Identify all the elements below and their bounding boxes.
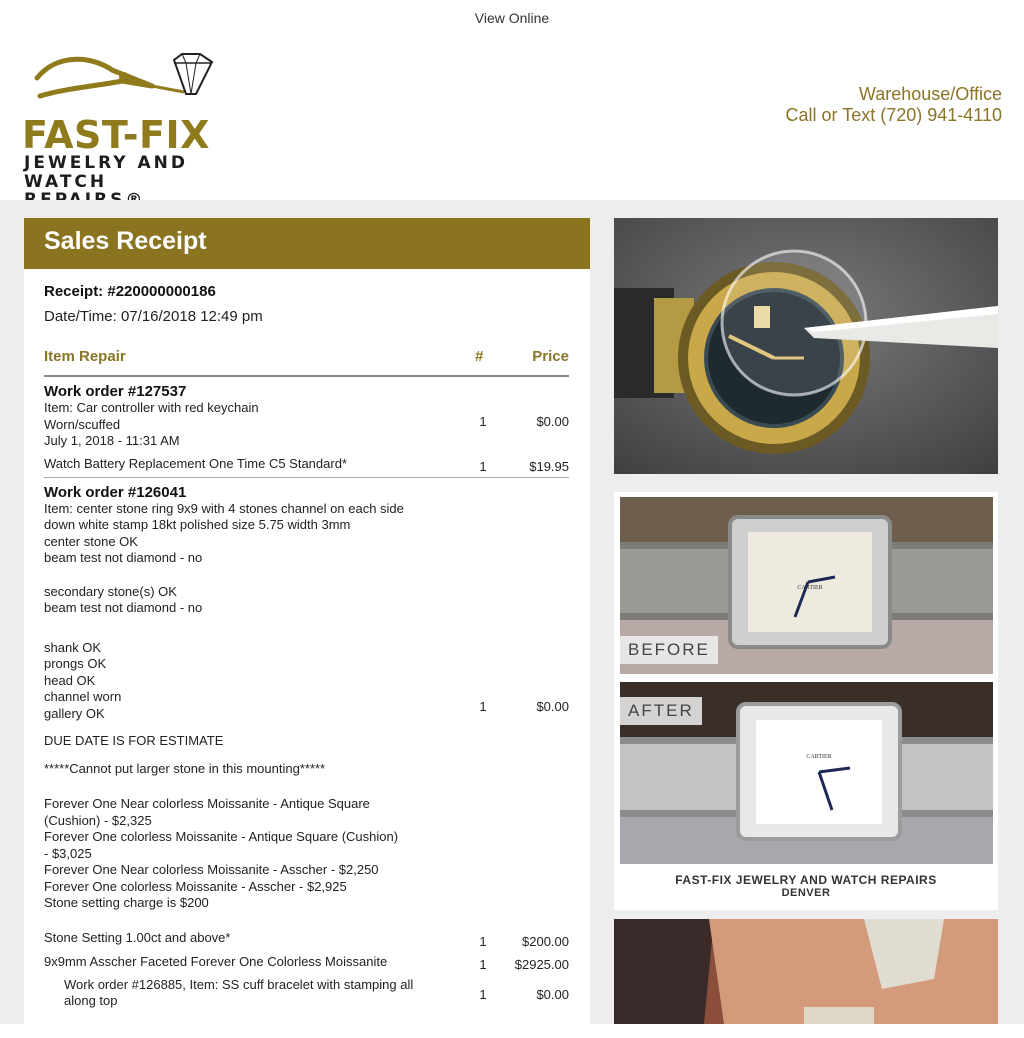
due-date-note: DUE DATE IS FOR ESTIMATE <box>44 733 224 748</box>
stone-option: Forever One Near colorless Moissanite - Antique Square <box>44 796 370 811</box>
watch-crystal-image <box>614 218 998 474</box>
work-order-detail: shank OK <box>44 639 102 655</box>
bracelet-photo[interactable] <box>614 919 998 1024</box>
stone-option: Forever One colorless Moissanite - Asscher - $2,925 <box>44 878 347 894</box>
service-line <box>44 456 569 473</box>
before-label: BEFORE <box>620 636 718 664</box>
pliers-diamond-icon <box>32 48 222 110</box>
stone-option: - $3,025 <box>44 845 92 861</box>
email-header <box>0 0 1024 200</box>
column-qty: # <box>475 348 484 365</box>
line-qty: 1 <box>479 956 487 972</box>
work-order-line <box>44 501 569 723</box>
mounting-warning: *****Cannot put larger stone in this mounting***** <box>44 760 326 776</box>
service-name: Stone Setting 1.00ct and above* <box>44 929 231 945</box>
receipt-title: Sales Receipt <box>24 218 590 269</box>
contact-phone[interactable]: Call or Text (720) 941-4110 <box>785 105 1002 125</box>
gallery-caption <box>614 864 998 910</box>
work-order-detail: Worn/scuffed <box>44 416 121 432</box>
line-price: $2925.00 <box>514 956 569 972</box>
line-price: $0.00 <box>536 414 569 429</box>
bracelet-image <box>614 919 998 1024</box>
logo-wordmark-line1: FAST-FIX <box>22 113 210 157</box>
sub-work-order-title-cont: along top <box>64 993 118 1008</box>
line-qty: 1 <box>479 933 487 949</box>
view-online-link[interactable]: View Online <box>474 10 550 26</box>
line-qty: 1 <box>479 414 487 429</box>
stone-option: Stone setting charge is $200 <box>44 895 209 910</box>
contact-location: Warehouse/Office <box>858 84 1002 104</box>
dial-brand-text: CARTIER <box>797 585 823 591</box>
work-order-detail: center stone OK <box>44 533 138 549</box>
work-order-detail: head OK <box>44 672 96 688</box>
line-qty: 1 <box>479 986 487 1002</box>
work-order-detail: beam test not diamond - no <box>44 550 203 565</box>
work-order-detail: Item: center stone ring 9x9 with 4 stones channel on each side <box>44 500 404 516</box>
stone-option: Forever One colorless Moissanite - Antique Square (Cushion) <box>44 829 399 844</box>
service-line <box>44 954 569 974</box>
watch-crystal-photo[interactable] <box>614 218 998 474</box>
work-order-detail: secondary stone(s) OK <box>44 583 177 599</box>
work-order-detail: Item: Car controller with red keychain <box>44 400 259 415</box>
service-name: Watch Battery Replacement One Time C5 Standard* <box>44 455 347 471</box>
contact-info <box>786 84 1002 126</box>
receipt-datetime: Date/Time: 07/16/2018 12:49 pm <box>44 308 263 325</box>
divider <box>44 477 569 478</box>
receipt-body <box>24 283 590 1010</box>
fast-fix-logo[interactable] <box>22 48 237 193</box>
work-order-detail: gallery OK <box>44 705 105 721</box>
stone-option: Forever One Near colorless Moissanite - Asscher - $2,250 <box>44 862 379 877</box>
logo-wordmark-line3: WATCH <box>24 172 108 192</box>
column-item: Item Repair <box>44 348 126 365</box>
line-price: $19.95 <box>529 458 569 474</box>
work-order-title: Work order #127537 <box>44 383 187 400</box>
caption-location: DENVER <box>781 887 831 899</box>
line-price: $0.00 <box>536 698 569 714</box>
column-price: Price <box>532 348 569 365</box>
line-qty: 1 <box>479 458 487 474</box>
dial-brand-text: CARTIER <box>806 754 832 760</box>
sub-work-order <box>44 977 569 1010</box>
line-price: $0.00 <box>536 986 569 1002</box>
service-name: 9x9mm Asscher Faceted Forever One Colorless Moissanite <box>44 953 388 969</box>
work-order-detail: July 1, 2018 - 11:31 AM <box>44 433 180 448</box>
service-line <box>44 930 569 950</box>
stone-option: (Cushion) - $2,325 <box>44 812 152 828</box>
line-qty: 1 <box>479 698 487 714</box>
sub-work-order-title: Work order #126885, Item: SS cuff bracelet with stamping all <box>64 976 414 992</box>
work-order-line <box>44 400 569 450</box>
work-order-detail: channel worn <box>44 689 122 704</box>
after-label: AFTER <box>620 697 702 725</box>
line-price: $200.00 <box>522 933 569 949</box>
logo-wordmark-line2: JEWELRY AND <box>24 153 189 173</box>
receipt-number: Receipt: #220000000186 <box>44 283 216 300</box>
work-order-title: Work order #126041 <box>44 483 187 501</box>
work-order-detail: prongs OK <box>44 656 107 671</box>
sales-receipt <box>24 218 590 1038</box>
stone-options <box>44 796 569 912</box>
work-order-detail: down white stamp 18kt polished size 5.75 width 3mm <box>44 517 351 532</box>
work-order-detail: beam test not diamond - no <box>44 600 203 615</box>
column-headers <box>44 348 569 377</box>
caption-title: FAST-FIX JEWELRY AND WATCH REPAIRS <box>675 873 937 887</box>
